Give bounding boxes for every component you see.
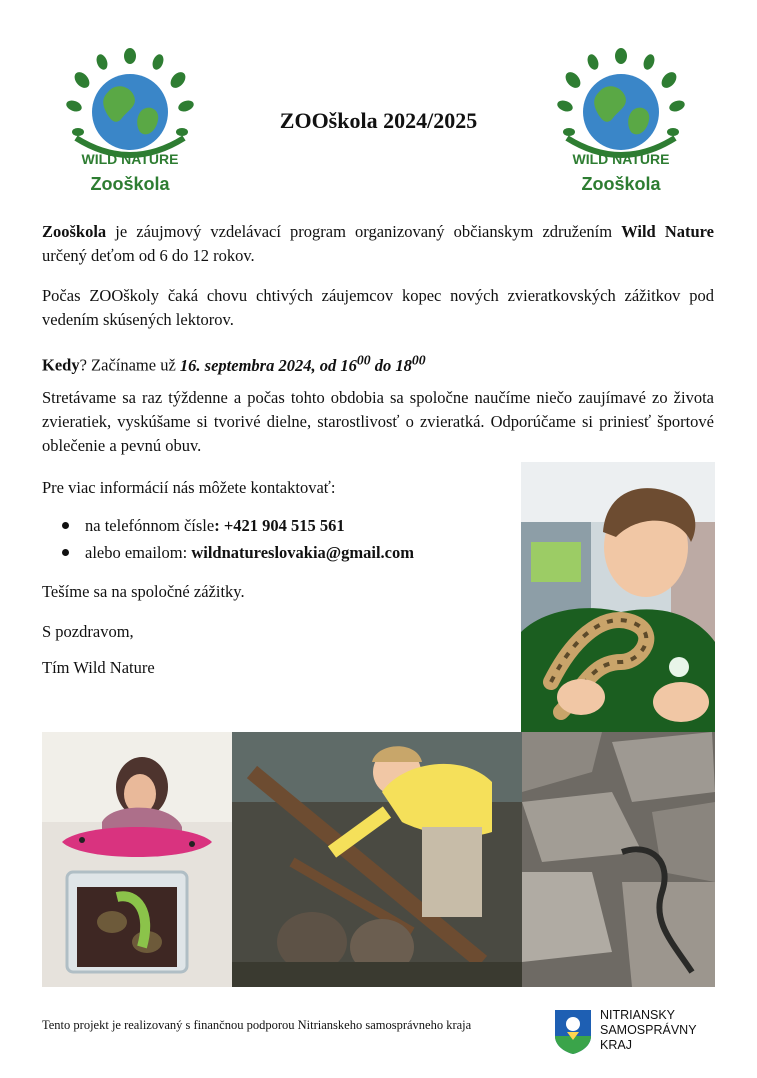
page-title: ZOOškola 2024/2025 xyxy=(279,108,478,133)
time-mid: do 18 xyxy=(370,355,412,375)
phone-number[interactable]: : +421 904 515 561 xyxy=(214,516,345,535)
greeting-line: S pozdravom, xyxy=(42,622,134,641)
closing-line: Tešíme sa na spoločné zážitky. xyxy=(42,582,245,601)
wild-nature-logo-left xyxy=(50,40,210,200)
intro-paragraph xyxy=(42,220,714,268)
when-text: ? Začíname už xyxy=(79,355,180,375)
photo-snake-on-rocks xyxy=(522,732,715,987)
activities-paragraph: Stretávame sa raz týždenne a počas tohto obdobia sa spoločne naučíme niečo zaujímavé zo života zvieratiek, vyskúšame si tvorivé dielne, starostlivosť o zvieratká. Odporúčame si priniesť športové oblečenie a pevnú obuv. xyxy=(42,388,714,455)
nsk-name xyxy=(600,1008,697,1053)
email-label: alebo emailom: xyxy=(85,543,192,562)
phone-label: na telefónnom čísle xyxy=(85,516,215,535)
intro-text-2: určený deťom od 6 do 12 rokov. xyxy=(42,246,255,265)
logo-wordmark: WILD NATURE xyxy=(81,151,179,167)
start-time-sup: 00 xyxy=(356,352,371,367)
logo-wordmark: WILD NATURE xyxy=(572,151,670,167)
intro-text-1: je záujmový vzdelávací program organizovaný občianskym združením xyxy=(106,222,622,241)
nsk-line-1: NITRIANSKY xyxy=(600,1008,676,1022)
logo-subtitle: Zooškola xyxy=(90,174,170,194)
footer-text: Tento projekt je realizovaný s finančnou podporou Nitrianskeho samosprávneho kraja xyxy=(42,1018,472,1032)
brand-name: Zooškola xyxy=(42,222,107,241)
contact-email xyxy=(62,541,414,565)
description-paragraph: Počas ZOOškoly čaká chovu chtivých záujemcov kopec nových zvieratkovských zážitkov pod vedením skúsených lektorov. xyxy=(42,286,714,329)
when-paragraph xyxy=(42,348,714,378)
signature-line: Tím Wild Nature xyxy=(42,658,155,677)
photo-girl-with-turtles xyxy=(42,732,232,987)
bullet-icon xyxy=(62,549,69,556)
wild-nature-logo-right xyxy=(541,40,701,200)
when-label: Kedy xyxy=(42,355,80,375)
contact-phone xyxy=(62,514,345,538)
start-date: 16. septembra 2024, od 16 xyxy=(179,355,357,375)
bullet-icon xyxy=(62,522,69,529)
nsk-coat-of-arms xyxy=(553,1008,593,1054)
photo-boy-with-snake xyxy=(521,462,715,732)
contact-intro: Pre viac informácií nás môžete kontaktovať: xyxy=(42,478,336,497)
logo-subtitle: Zooškola xyxy=(581,174,661,194)
nsk-line-3: KRAJ xyxy=(600,1038,632,1052)
email-address[interactable]: wildnatureslovakia@gmail.com xyxy=(191,543,414,562)
photo-boy-feeding-tortoises xyxy=(232,732,522,987)
nsk-line-2: SAMOSPRÁVNY xyxy=(600,1023,697,1037)
end-time-sup: 00 xyxy=(411,352,426,367)
org-name: Wild Nature xyxy=(621,222,715,241)
